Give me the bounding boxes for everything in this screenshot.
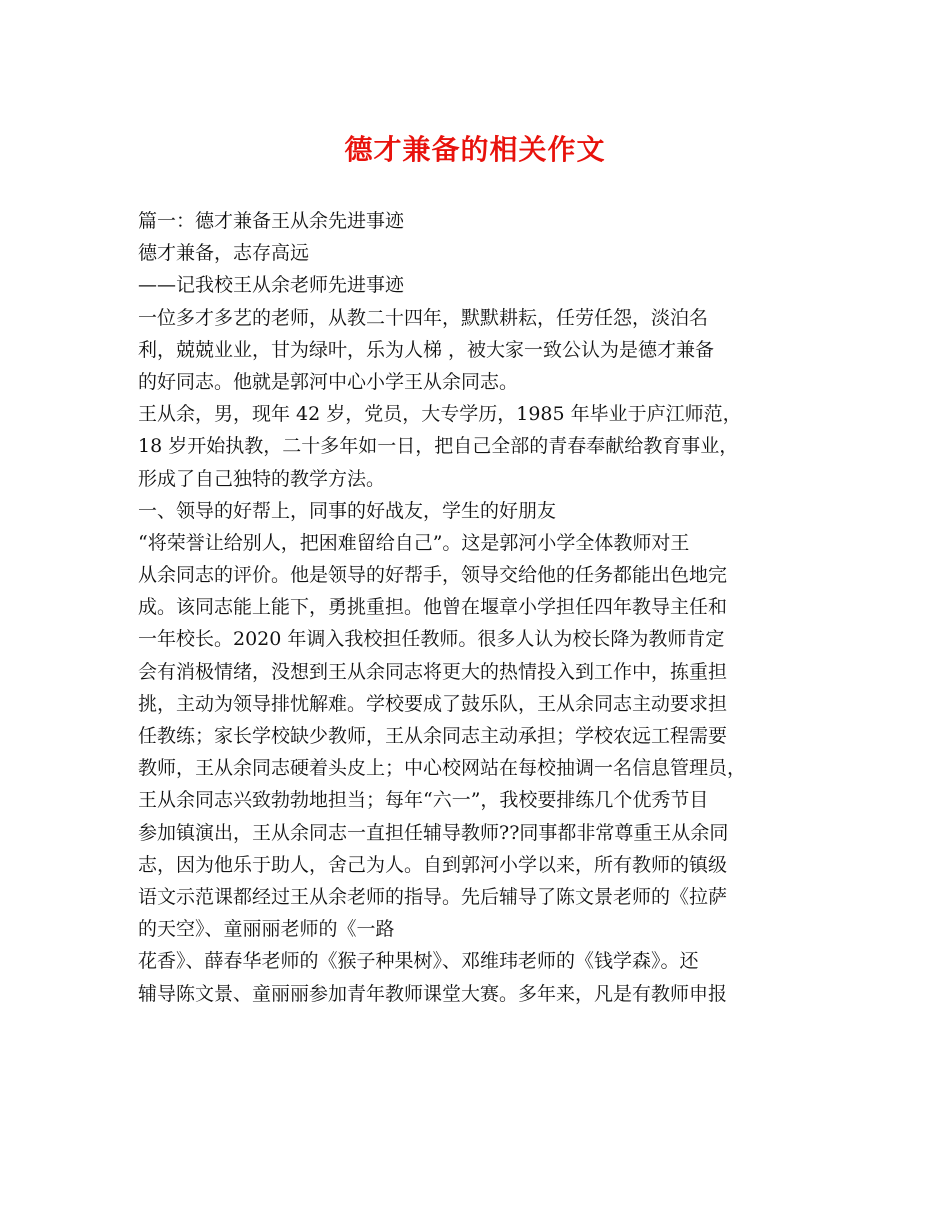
body-line: 一年校长。2020 年调入我校担任教师。很多人认为校长降为教师肯定 [138, 628, 725, 651]
body-line: 成。该同志能上能下，勇挑重担。他曾在堰章小学担任四年教导主任和 [138, 596, 728, 619]
body-line: 语文示范课都经过王从余老师的指导。先后辅导了陈文景老师的《拉萨 [138, 885, 728, 908]
document-title: 德才兼备的相关作文 [344, 133, 606, 166]
body-line: 一位多才多艺的老师，从教二十四年，默默耕耘，任劳任怨，淡泊名 [138, 306, 709, 329]
document-body [138, 205, 828, 1010]
body-line: 从余同志的评价。他是领导的好帮手，领导交给他的任务都能出色地完 [138, 564, 728, 587]
body-line: 的好同志。他就是郭河中心小学王从余同志。 [138, 370, 519, 393]
body-line: 18 岁开始执教，二十多年如一日，把自己全部的青春奉献给教育事业， [138, 435, 739, 458]
body-line: 利，兢兢业业，甘为绿叶，乐为人梯 ，被大家一致公认为是德才兼备 [138, 338, 715, 361]
body-line: “将荣誉让给别人，把困难留给自己”。这是郭河小学全体教师对王 [138, 531, 690, 554]
body-line: ——记我校王从余老师先进事迹 [138, 274, 405, 297]
body-line: 花香》、薛春华老师的《猴子种果树》、邓维玮老师的《钱学森》。还 [138, 950, 699, 973]
body-line: 篇一：德才兼备王从余先进事迹 [138, 210, 405, 232]
body-line: 形成了自己独特的教学方法。 [138, 467, 386, 490]
body-line: 教师，王从余同志硬着头皮上；中心校网站在每校抽调一名信息管理员， [138, 757, 747, 780]
body-line: 王从余同志兴致勃勃地担当；每年“六一”，我校要排练几个优秀节目 [138, 789, 709, 812]
body-line: 挑，主动为领导排忧解难。学校要成了鼓乐队，王从余同志主动要求担 [138, 692, 728, 715]
body-line: 一、领导的好帮上，同事的好战友，学生的好朋友 [138, 499, 557, 522]
body-line: 参加镇演出，王从余同志一直担任辅导教师??同事都非常尊重王从余同 [138, 821, 729, 844]
body-line: 志，因为他乐于助人，舍己为人。自到郭河小学以来，所有教师的镇级 [138, 853, 728, 876]
body-line: 王从余，男，现年 42 岁，党员，大专学历，1985 年毕业于庐江师范， [138, 403, 742, 426]
body-line: 会有消极情绪，没想到王从余同志将更大的热情投入到工作中，拣重担 [138, 660, 728, 683]
body-line: 德才兼备，志存高远 [138, 242, 310, 265]
body-line: 任教练；家长学校缺少教师，王从余同志主动承担；学校农远工程需要 [138, 725, 728, 747]
body-line: 的天空》、童丽丽老师的《一路 [138, 918, 395, 941]
body-line: 辅导陈文景、童丽丽参加青年教师课堂大赛。多年来，凡是有教师申报 [138, 982, 728, 1005]
